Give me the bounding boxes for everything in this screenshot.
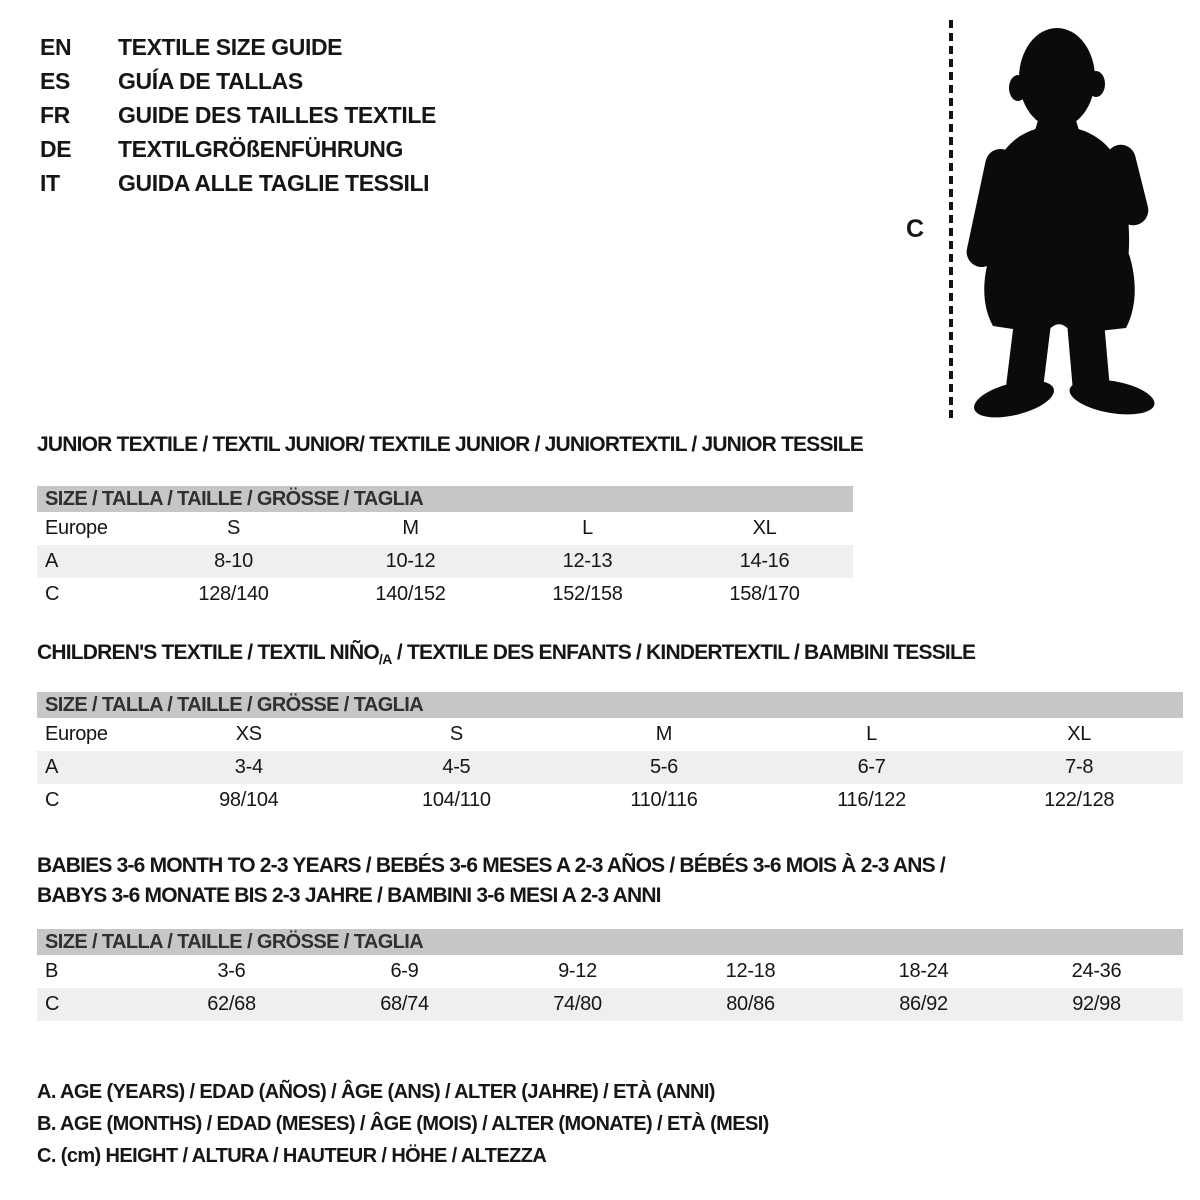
table-cell: 86/92 <box>899 993 948 1015</box>
row-label: C <box>45 993 60 1015</box>
table-cell: 98/104 <box>219 789 279 811</box>
table-cell: L <box>866 723 877 745</box>
table-row-europe <box>37 718 1183 751</box>
size-header-bar <box>37 692 1183 718</box>
height-measure-dashed-line <box>949 20 953 418</box>
footnote-a: A. AGE (YEARS) / EDAD (AÑOS) / ÂGE (ANS) / ALTER (JAHRE) / ETÀ (ANNI) <box>37 1081 715 1103</box>
table-cell: XL <box>752 517 777 539</box>
table-cell: 10-12 <box>385 550 436 572</box>
table-cell: 104/110 <box>422 789 491 811</box>
table-row-height <box>37 784 1183 817</box>
lang-title: TEXTILGRÖßENFÜHRUNG <box>118 135 403 162</box>
table-row-age <box>37 751 1183 784</box>
table-cell: 6-7 <box>857 756 886 778</box>
lang-title: GUÍA DE TALLAS <box>118 67 303 94</box>
size-header-label: SIZE / TALLA / TAILLE / GRÖSSE / TAGLIA <box>45 930 424 953</box>
table-cell: XL <box>1067 723 1092 745</box>
row-label: B <box>45 960 59 982</box>
row-label: A <box>45 756 59 778</box>
lang-code: FR <box>40 101 70 128</box>
children-title-pre: CHILDREN'S TEXTILE / TEXTIL NIÑO <box>37 641 379 664</box>
table-cell: 110/116 <box>630 789 698 811</box>
table-cell: 4-5 <box>442 756 471 778</box>
table-cell: S <box>226 517 241 539</box>
babies-title-line1: BABIES 3-6 MONTH TO 2-3 YEARS / BEBÉS 3-6 MESES A 2-3 AÑOS / BÉBÉS 3-6 MOIS À 2-3 ANS / <box>37 854 945 877</box>
size-header-bar <box>37 929 1183 955</box>
footnote-c: C. (cm) HEIGHT / ALTURA / HAUTEUR / HÖHE / ALTEZZA <box>37 1145 547 1167</box>
row-label: C <box>45 789 60 811</box>
lang-title: TEXTILE SIZE GUIDE <box>118 33 343 60</box>
table-cell: 6-9 <box>390 960 419 982</box>
junior-size-table <box>37 486 853 611</box>
lang-code: DE <box>40 135 72 162</box>
table-cell: XS <box>235 723 262 745</box>
lang-code: ES <box>40 67 70 94</box>
size-header-label: SIZE / TALLA / TAILLE / GRÖSSE / TAGLIA <box>45 487 424 510</box>
babies-title-line2: BABYS 3-6 MONATE BIS 2-3 JAHRE / BAMBINI 3-6 MESI A 2-3 ANNI <box>37 884 661 907</box>
lang-code: IT <box>40 169 60 196</box>
lang-row-de <box>40 132 436 166</box>
table-cell: 7-8 <box>1065 756 1094 778</box>
height-measure-label: C <box>906 215 925 243</box>
table-cell: 92/98 <box>1072 993 1121 1015</box>
table-cell: L <box>582 517 593 539</box>
table-cell: 116/122 <box>837 789 906 811</box>
children-section-title <box>37 642 975 670</box>
table-row-europe <box>37 512 853 545</box>
size-header-bar <box>37 486 853 512</box>
row-label: Europe <box>45 517 108 539</box>
table-cell: 24-36 <box>1071 960 1122 982</box>
table-cell: M <box>402 517 419 539</box>
table-cell: M <box>655 723 673 745</box>
table-cell: 80/86 <box>726 993 775 1015</box>
toddler-silhouette-icon <box>962 26 1162 420</box>
lang-code: EN <box>40 33 72 60</box>
lang-title: GUIDE DES TAILLES TEXTILE <box>118 101 436 128</box>
table-cell: 3-4 <box>234 756 263 778</box>
table-cell: 122/128 <box>1044 789 1115 811</box>
table-cell: 18-24 <box>898 960 949 982</box>
footnote-b: B. AGE (MONTHS) / EDAD (MESES) / ÂGE (MOIS) / ALTER (MONATE) / ETÀ (MESI) <box>37 1113 769 1135</box>
table-cell: S <box>449 723 463 745</box>
size-header-label: SIZE / TALLA / TAILLE / GRÖSSE / TAGLIA <box>45 693 424 716</box>
table-cell: 158/170 <box>729 583 800 605</box>
children-size-table <box>37 692 1183 817</box>
footnotes <box>37 1076 769 1172</box>
table-cell: 12-13 <box>562 550 613 572</box>
table-row-age <box>37 545 853 578</box>
babies-size-table <box>37 929 1183 1021</box>
lang-title: GUIDA ALLE TAGLIE TESSILI <box>118 169 430 196</box>
lang-row-it <box>40 166 436 200</box>
table-cell: 62/68 <box>207 993 256 1015</box>
table-cell: 74/80 <box>553 993 602 1015</box>
lang-row-fr <box>40 98 436 132</box>
table-cell: 3-6 <box>217 960 246 982</box>
table-row-months <box>37 955 1183 988</box>
table-cell: 68/74 <box>380 993 429 1015</box>
table-cell: 152/158 <box>552 583 623 605</box>
row-label: Europe <box>45 723 108 745</box>
children-title-post: / TEXTILE DES ENFANTS / KINDERTEXTIL / BAMBINI TESSILE <box>391 641 976 664</box>
children-title-sub: /A <box>378 651 392 668</box>
lang-row-es <box>40 64 436 98</box>
table-cell: 140/152 <box>375 583 446 605</box>
babies-section-title <box>37 851 945 911</box>
table-cell: 128/140 <box>198 583 269 605</box>
lang-row-en <box>40 30 436 64</box>
table-row-height <box>37 988 1183 1021</box>
table-cell: 8-10 <box>214 550 253 572</box>
row-label: C <box>45 583 60 605</box>
table-row-height <box>37 578 853 611</box>
table-cell: 5-6 <box>649 756 678 778</box>
table-cell: 14-16 <box>739 550 790 572</box>
table-cell: 9-12 <box>558 960 597 982</box>
table-cell: 12-18 <box>725 960 776 982</box>
language-title-list <box>40 30 436 200</box>
junior-section-title: JUNIOR TEXTILE / TEXTIL JUNIOR/ TEXTILE JUNIOR / JUNIORTEXTIL / JUNIOR TESSILE <box>37 433 863 456</box>
row-label: A <box>45 550 59 572</box>
